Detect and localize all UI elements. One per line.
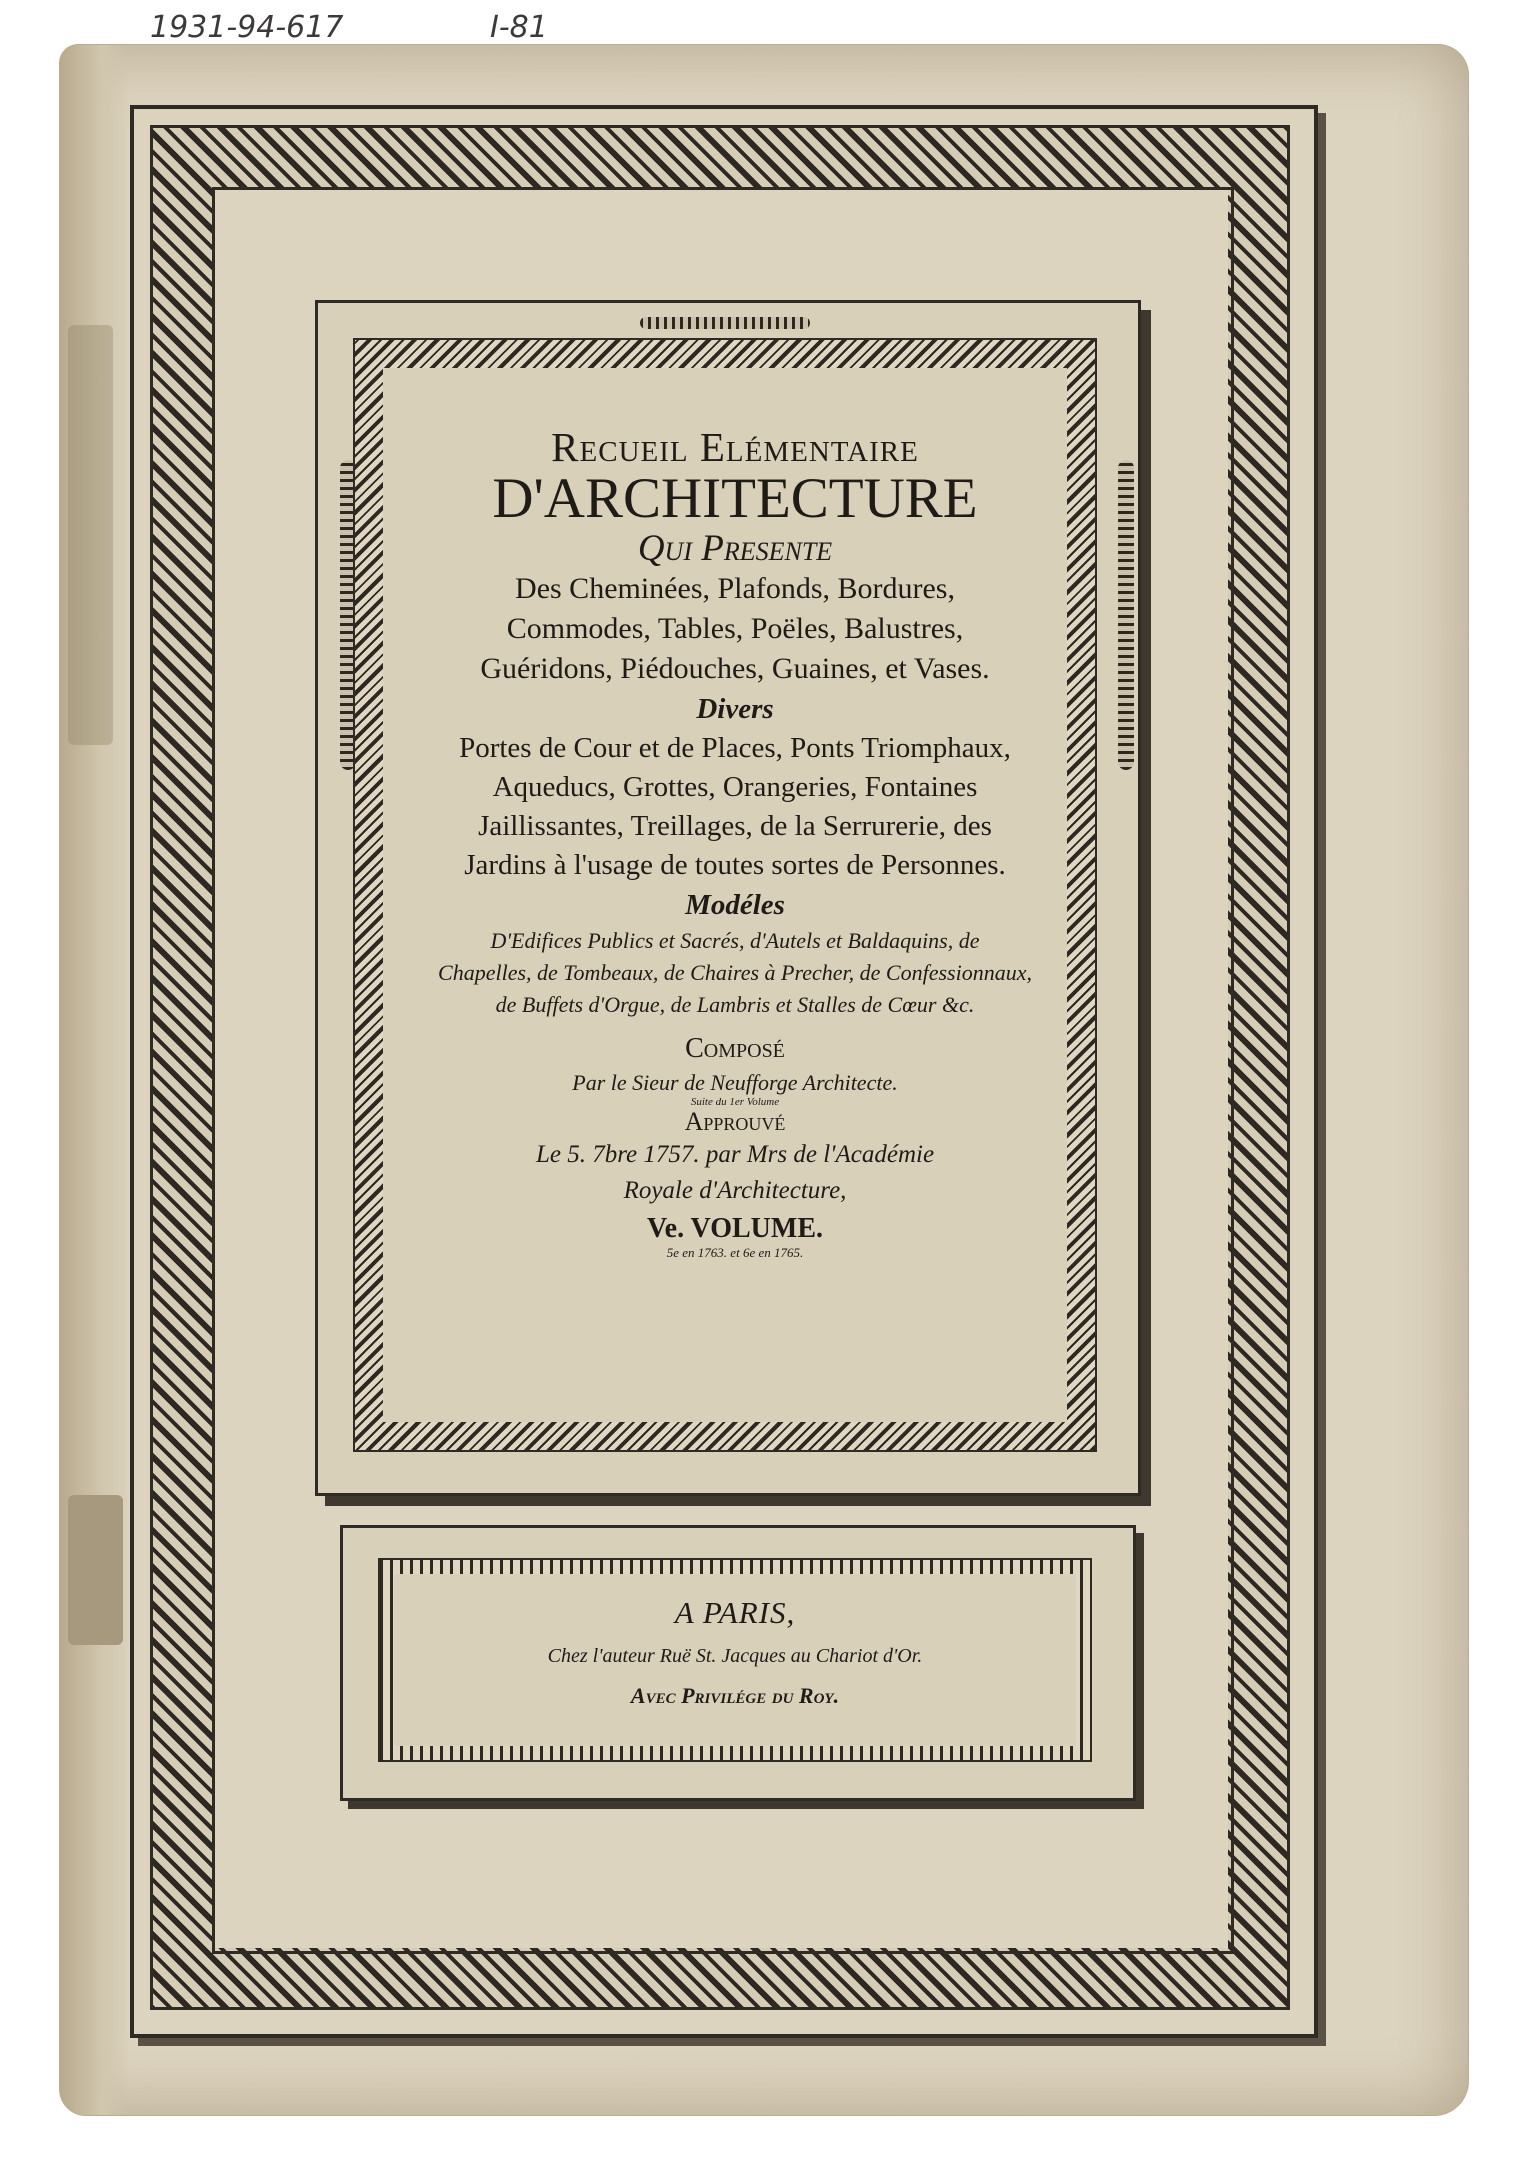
list1-line: Guéridons, Piédouches, Guaines, et Vases. (480, 652, 990, 685)
suite-note: Suite du 1er Volume (690, 1096, 780, 1108)
laurel-top-ornament (640, 317, 810, 329)
modeles-heading: Modéles (685, 889, 785, 921)
list3-line: de Buffets d'Orgue, de Lambris et Stalles de Cœur &c. (495, 992, 975, 1017)
approval-date-line: Le 5. 7bre 1757. par Mrs de l'Académie (535, 1141, 935, 1168)
title-block (425, 425, 1045, 1261)
imprint-block (400, 1590, 1070, 1716)
list2-line: Portes de Cour et de Places, Ponts Triomphaux, (459, 732, 1011, 764)
author-line: Par le Sieur de Neufforge Architecte. (572, 1070, 898, 1095)
compose-heading: Composé (685, 1033, 785, 1064)
list1-line: Commodes, Tables, Poëles, Balustres, (506, 612, 964, 645)
approval-academy-line: Royale d'Architecture, (623, 1177, 847, 1204)
list2-line: Jaillissantes, Treillages, de la Serrurerie, des (478, 810, 992, 842)
list3-line: Chapelles, de Tombeaux, de Chaires à Precher, de Confessionnaux, (438, 960, 1032, 985)
title-line-1: Recueil Elémentaire (551, 424, 919, 470)
list2-line: Aqueducs, Grottes, Orangeries, Fontaines (492, 771, 978, 803)
inventory-number: 1931-94-617 (150, 10, 344, 45)
imprint-city: A PARIS, (674, 1595, 796, 1630)
spine-binding-thread (68, 325, 113, 745)
imprint-address: Chez l'auteur Ruë St. Jacques au Chariot d'Or. (547, 1645, 923, 1667)
laurel-right-ornament (1118, 460, 1134, 770)
title-line-2: D'ARCHITECTURE (492, 467, 978, 530)
laurel-left-ornament (340, 460, 356, 770)
volume-label: Ve. VOLUME. (646, 1213, 823, 1244)
torn-spine (68, 1495, 123, 1645)
divers-heading: Divers (696, 693, 774, 725)
volume-note: 5e en 1763. et 6e en 1765. (666, 1245, 804, 1260)
approuve-heading: Approuvé (684, 1107, 786, 1136)
list3-line: D'Edifices Publics et Sacrés, d'Autels et Baldaquins, de (490, 928, 980, 953)
imprint-privilege: Avec Privilége du Roy. (630, 1683, 840, 1708)
title-line-3: Qui Presente (637, 528, 833, 569)
list2-line: Jardins à l'usage de toutes sortes de Personnes. (464, 849, 1006, 881)
plate-number: I-81 (490, 10, 548, 45)
list1-line: Des Cheminées, Plafonds, Bordures, (515, 572, 955, 605)
